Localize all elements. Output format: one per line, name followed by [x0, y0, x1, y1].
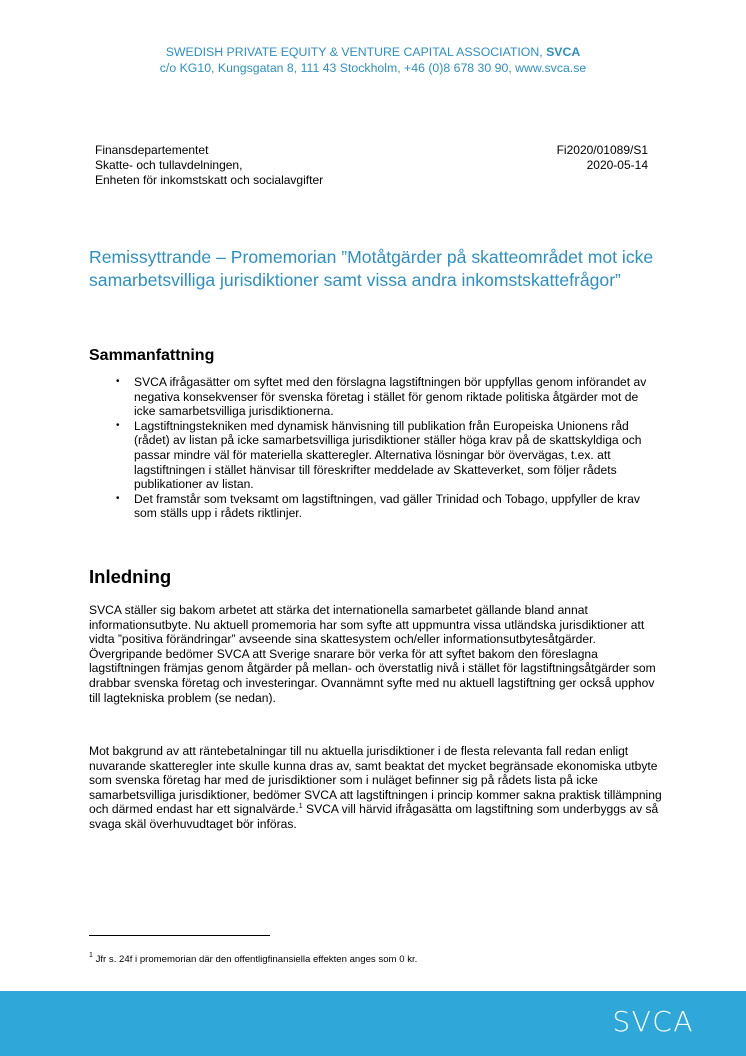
list-item: [116, 492, 656, 521]
footnote: [89, 954, 417, 966]
paragraph-text: Mot bakgrund av att räntebetalningar till nu aktuella jurisdiktioner i de flesta relevanta fall redan enligt nuvarande skatteregler inte skulle kunna dras av, samt beaktat det mycket begränsade ekonomiska utbyte som svenska företag har med de jurisdiktioner som i nuläget befinner sig på rådets lista på icke samarbetsvilliga jurisdiktioner, bedömer SVCA att lagstiftningen i princip kommer sakna praktisk tillämpning och därmed endast har ett signalvärde.: [89, 744, 662, 817]
list-item: [116, 375, 656, 419]
footnote-mark: 1: [89, 952, 93, 959]
reference-number: Fi2020/01089/S1: [556, 143, 648, 157]
footnote-text: Jfr s. 24f i promemorian där den offentligfinansiella effekten anges som 0 kr.: [92, 954, 418, 965]
recipient-line-2: Skatte- och tullavdelningen,: [95, 158, 243, 172]
svca-logo: SVCA: [612, 1005, 694, 1038]
summary-bullet-text: SVCA ifrågasätter om syftet med den förslagna lagstiftningen bör uppfyllas genom införandet av negativa konsekvenser för svenska företag i stället för genom riktade politiska åtgärder mot de icke samarbetsvilliga jurisdiktionerna.: [134, 375, 647, 419]
footnote-divider: [89, 935, 270, 936]
reference-block: [557, 143, 648, 173]
document-title: Remissyttrande – Promemorian ”Motåtgärder på skatteområdet mot icke samarbetsvilliga jurisdiktioner samt vissa andra inkomstskattefrågor”: [89, 247, 654, 290]
bullet-icon: •: [116, 376, 120, 387]
org-abbr: SVCA: [546, 45, 581, 59]
intro-heading: Inledning: [89, 566, 172, 587]
footnote-ref[interactable]: 1: [298, 803, 303, 811]
org-name: SWEDISH PRIVATE EQUITY & VENTURE CAPITAL ASSOCIATION,: [165, 45, 547, 59]
summary-list: [116, 375, 656, 521]
org-address: c/o KG10, Kungsgatan 8, 111 43 Stockholm, +46 (0)8 678 30 90, www.svca.se: [159, 61, 587, 75]
summary-bullet-text: Det framstår som tveksamt om lagstiftningen, vad gäller Trinidad och Tobago, uppfyller de krav som ställs upp i rådets riktlinjer.: [134, 491, 640, 521]
org-line: [0, 44, 746, 60]
paragraph-text: SVCA vill härvid ifrågasätta om lagstiftning som underbyggs av så svaga skäl överhuvudtaget bör införas.: [89, 802, 659, 831]
intro-paragraph-2: [89, 744, 669, 832]
bullet-icon: •: [116, 419, 120, 431]
intro-paragraph-1: SVCA ställer sig bakom arbetet att stärka det internationella samarbetet gällande bland annat informationsutbyte. Nu aktuell promemoria har som syfte att uppmuntra vissa utländska jurisdiktioner att vidta ”positiva förändringar” avseende sina skattesystem och/eller informationsutbytesåtgärder. Övergripande bedömer SVCA att Sverige snarare bör verka för att syftet bakom den föreslagna lagstiftningen främjas genom åtgärder på mellan- och överstatlig nivå i stället för lagstiftningsåtgärder som drabbar svenska företag och investeringar. Ovannämnt syfte med nu aktuell lagstiftning ger också upphov till lagtekniska problem (se nedan).: [89, 603, 656, 705]
list-item: [116, 419, 656, 492]
summary-heading: Sammanfattning: [89, 347, 215, 364]
footer-band: [0, 991, 746, 1056]
summary-bullet-text: Lagstiftningstekniken med dynamisk hänvisning till publikation från Europeiska Unionens råd (rådet) av listan på icke samarbetsvilliga jurisdiktioner ställer höga krav på de skattskyldiga och passar mindre väl för materiella skatteregler. Alternativa lösningar bör övervägas, t.ex. att lagstiftningen i stället hänvisar till föreskrifter meddelade av Skatteverket, som följer rådets publikationer av listan.: [134, 418, 642, 492]
reference-date: 2020-05-14: [586, 158, 648, 172]
letterhead: [0, 44, 746, 76]
recipient-line-1: Finansdepartementet: [95, 143, 209, 157]
recipient-line-3: Enheten för inkomstskatt och socialavgifter: [95, 173, 324, 187]
recipient-block: [95, 143, 323, 188]
bullet-icon: •: [116, 492, 120, 504]
